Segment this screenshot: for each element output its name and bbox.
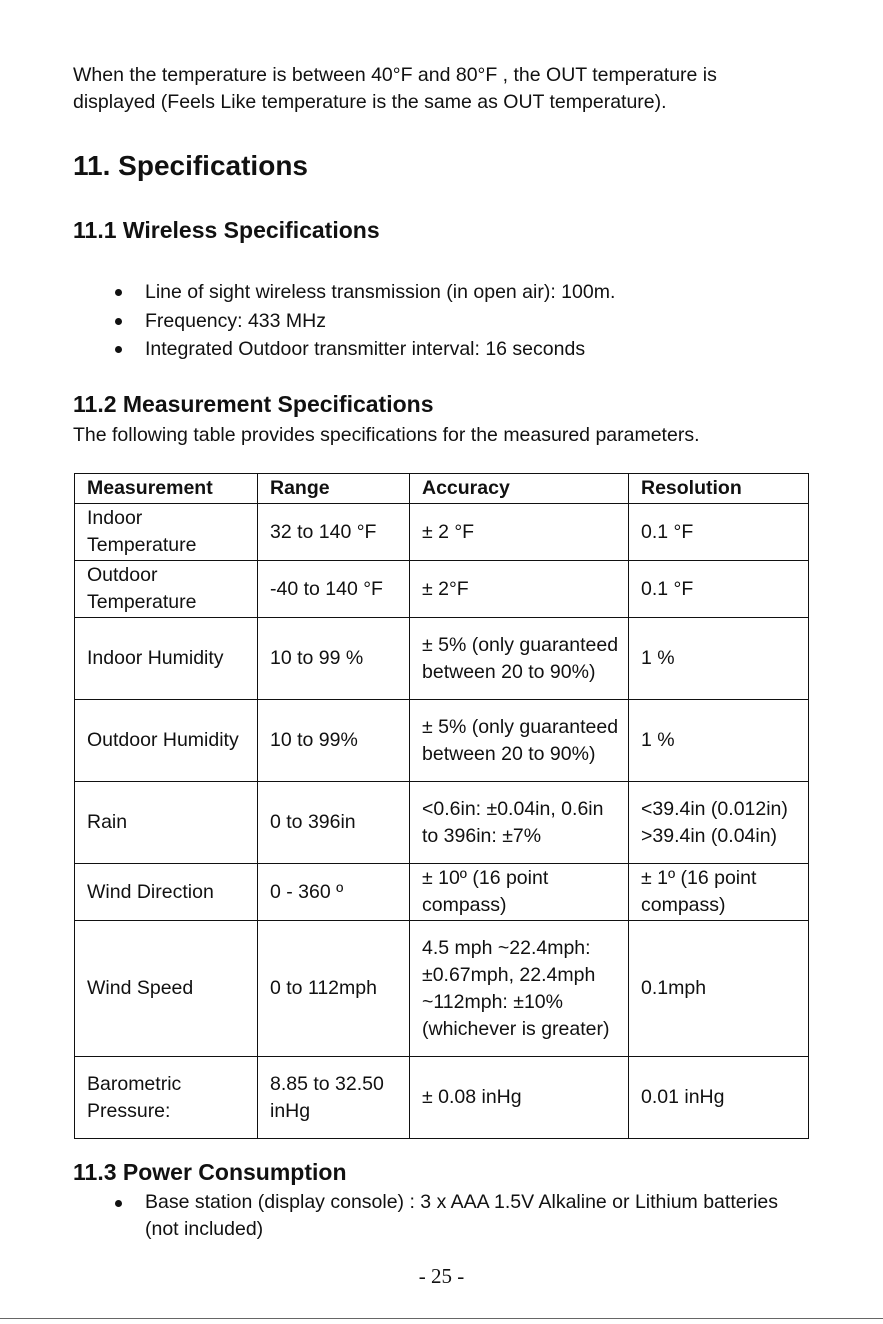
wireless-list xyxy=(73,278,833,364)
cell-range: 0 to 112mph xyxy=(258,921,410,1057)
cell-range: -40 to 140 °F xyxy=(258,561,410,618)
page-edge-rule xyxy=(0,1318,883,1319)
page-number: - 25 - xyxy=(418,1264,465,1288)
cell-resolution: <39.4in (0.012in) >39.4in (0.04in) xyxy=(629,782,809,864)
cell-resolution: 0.1 °F xyxy=(629,504,809,561)
cell-accuracy: ± 10º (16 point compass) xyxy=(410,864,629,921)
power-heading: 11.3 Power Consumption xyxy=(73,1159,347,1185)
cell-accuracy: ± 2°F xyxy=(410,561,629,618)
list-item: Base station (display console) : 3 x AAA 1.5V Alkaline or Lithium batteries (not included) xyxy=(73,1189,803,1243)
cell-resolution: 0.1 °F xyxy=(629,561,809,618)
intro-line-2: displayed (Feels Like temperature is the same as OUT temperature). xyxy=(73,91,667,113)
cell-range: 10 to 99 % xyxy=(258,618,410,700)
table-row xyxy=(75,504,809,561)
measurement-description: The following table provides specifications for the measured parameters. xyxy=(73,424,700,446)
list-item: Line of sight wireless transmission (in open air): 100m. xyxy=(73,278,833,307)
table-header-row xyxy=(75,474,809,504)
cell-range: 0 - 360 º xyxy=(258,864,410,921)
cell-accuracy: ± 2 °F xyxy=(410,504,629,561)
intro-paragraph xyxy=(73,62,717,116)
spec-table xyxy=(74,473,809,1139)
cell-accuracy: ± 0.08 inHg xyxy=(410,1057,629,1139)
cell-measurement: Outdoor Temperature xyxy=(75,561,258,618)
cell-resolution: 1 % xyxy=(629,618,809,700)
cell-measurement: Indoor Humidity xyxy=(75,618,258,700)
cell-measurement: Barometric Pressure: xyxy=(75,1057,258,1139)
cell-measurement: Rain xyxy=(75,782,258,864)
header-resolution: Resolution xyxy=(629,474,809,504)
header-range: Range xyxy=(258,474,410,504)
cell-range: 0 to 396in xyxy=(258,782,410,864)
cell-accuracy: 4.5 mph ~22.4mph: ±0.67mph, 22.4mph ~112mph: ±10% (whichever is greater) xyxy=(410,921,629,1057)
wireless-heading: 11.1 Wireless Specifications xyxy=(73,217,380,243)
table-row xyxy=(75,864,809,921)
section-title: 11. Specifications xyxy=(73,150,308,181)
header-measurement: Measurement xyxy=(75,474,258,504)
list-item: Integrated Outdoor transmitter interval: 16 seconds xyxy=(73,335,833,364)
cell-resolution: ± 1º (16 point compass) xyxy=(629,864,809,921)
cell-measurement: Wind Speed xyxy=(75,921,258,1057)
cell-accuracy: ± 5% (only guaranteed between 20 to 90%) xyxy=(410,618,629,700)
cell-accuracy: ± 5% (only guaranteed between 20 to 90%) xyxy=(410,700,629,782)
list-item: Frequency: 433 MHz xyxy=(73,307,833,336)
cell-range: 32 to 140 °F xyxy=(258,504,410,561)
table-row xyxy=(75,561,809,618)
cell-resolution: 0.01 inHg xyxy=(629,1057,809,1139)
cell-range: 8.85 to 32.50 inHg xyxy=(258,1057,410,1139)
cell-measurement: Indoor Temperature xyxy=(75,504,258,561)
table-row xyxy=(75,921,809,1057)
cell-accuracy: <0.6in: ±0.04in, 0.6in to 396in: ±7% xyxy=(410,782,629,864)
cell-range: 10 to 99% xyxy=(258,700,410,782)
table-row xyxy=(75,700,809,782)
table-row xyxy=(75,618,809,700)
table-row xyxy=(75,782,809,864)
table-row xyxy=(75,1057,809,1139)
cell-resolution: 0.1mph xyxy=(629,921,809,1057)
cell-resolution: 1 % xyxy=(629,700,809,782)
intro-line-1: When the temperature is between 40°F and 80°F , the OUT temperature is xyxy=(73,64,717,86)
cell-measurement: Wind Direction xyxy=(75,864,258,921)
power-list xyxy=(73,1189,803,1243)
header-accuracy: Accuracy xyxy=(410,474,629,504)
measurement-heading: 11.2 Measurement Specifications xyxy=(73,391,434,417)
cell-measurement: Outdoor Humidity xyxy=(75,700,258,782)
